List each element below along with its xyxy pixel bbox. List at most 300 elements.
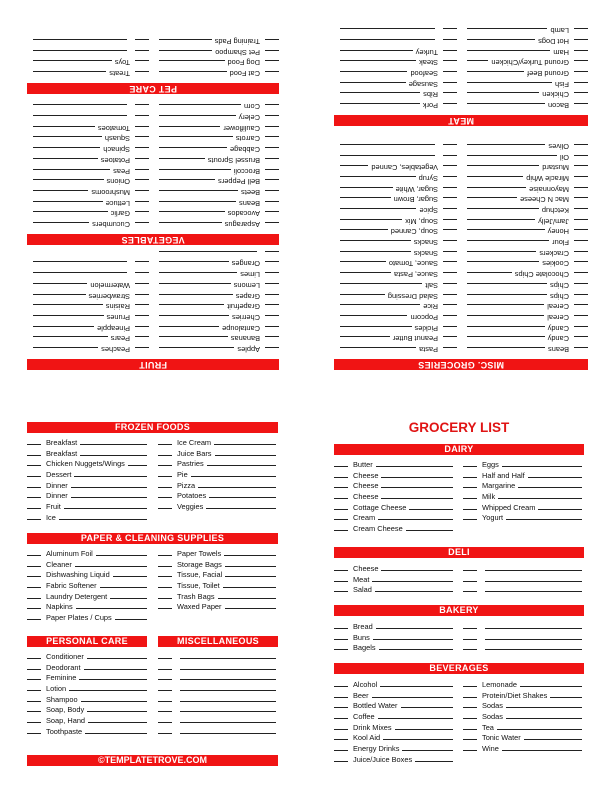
checkbox-line[interactable] — [334, 459, 348, 467]
list-item[interactable] — [461, 163, 588, 174]
list-item[interactable] — [27, 601, 153, 612]
write-in-line[interactable] — [159, 50, 212, 58]
checkbox-line[interactable] — [334, 722, 348, 730]
checkbox-line[interactable] — [334, 621, 348, 629]
checkbox-line[interactable] — [334, 690, 348, 698]
checkbox-line[interactable] — [265, 39, 279, 47]
list-item[interactable] — [27, 166, 149, 177]
checkbox-line[interactable] — [443, 294, 457, 302]
checkbox-line[interactable] — [135, 169, 149, 177]
write-in-line[interactable] — [159, 158, 205, 166]
list-item[interactable] — [27, 726, 153, 737]
write-in-line[interactable] — [485, 574, 582, 582]
write-in-line[interactable] — [406, 523, 453, 531]
write-in-line[interactable] — [223, 580, 276, 588]
checkbox-line[interactable] — [574, 60, 588, 68]
write-in-line[interactable] — [538, 502, 582, 510]
list-item[interactable] — [334, 248, 457, 259]
list-item[interactable] — [27, 177, 149, 188]
checkbox-line[interactable] — [27, 704, 41, 712]
checkbox-line[interactable] — [334, 632, 348, 640]
write-in-line[interactable] — [467, 82, 552, 90]
write-in-line[interactable] — [375, 584, 453, 592]
checkbox-line[interactable] — [27, 726, 41, 734]
list-item[interactable] — [334, 90, 457, 101]
checkbox-line[interactable] — [265, 190, 279, 198]
checkbox-line[interactable] — [574, 272, 588, 280]
checkbox-line[interactable] — [334, 711, 348, 719]
write-in-line[interactable] — [380, 679, 453, 687]
list-item[interactable] — [334, 79, 457, 90]
write-in-line[interactable] — [159, 283, 231, 291]
list-item[interactable] — [153, 134, 279, 145]
checkbox-line[interactable] — [463, 502, 477, 510]
checkbox-line[interactable] — [158, 501, 172, 509]
checkbox-line[interactable] — [265, 158, 279, 166]
write-in-line[interactable] — [84, 662, 147, 670]
checkbox-line[interactable] — [135, 50, 149, 58]
list-item[interactable] — [334, 312, 457, 323]
checkbox-line[interactable] — [27, 591, 41, 599]
write-in-line[interactable] — [467, 187, 526, 195]
checkbox-line[interactable] — [443, 347, 457, 355]
list-item[interactable] — [334, 512, 459, 523]
write-in-line[interactable] — [340, 39, 435, 47]
write-in-line[interactable] — [485, 621, 582, 629]
list-item[interactable] — [158, 437, 282, 448]
list-item[interactable] — [27, 612, 153, 623]
write-in-line[interactable] — [381, 491, 453, 499]
checkbox-line[interactable] — [463, 512, 477, 520]
checkbox-line[interactable] — [158, 480, 172, 488]
list-item[interactable] — [153, 270, 279, 281]
checkbox-line[interactable] — [265, 294, 279, 302]
checkbox-line[interactable] — [265, 126, 279, 134]
list-item[interactable] — [334, 480, 459, 491]
list-item[interactable] — [153, 47, 279, 58]
checkbox-line[interactable] — [135, 60, 149, 68]
checkbox-line[interactable] — [443, 251, 457, 259]
write-in-line[interactable] — [159, 251, 257, 259]
write-in-line[interactable] — [340, 251, 411, 259]
write-in-line[interactable] — [214, 437, 276, 445]
list-item[interactable] — [334, 563, 459, 574]
list-item[interactable] — [27, 68, 149, 79]
list-item[interactable] — [334, 47, 457, 58]
write-in-line[interactable] — [467, 262, 539, 270]
checkbox-line[interactable] — [463, 491, 477, 499]
write-in-line[interactable] — [376, 459, 453, 467]
write-in-line[interactable] — [467, 103, 545, 111]
checkbox-line[interactable] — [135, 190, 149, 198]
list-item[interactable] — [158, 704, 282, 715]
write-in-line[interactable] — [33, 169, 110, 177]
list-item[interactable] — [334, 152, 457, 163]
list-item[interactable] — [461, 227, 588, 238]
checkbox-line[interactable] — [265, 147, 279, 155]
list-item[interactable] — [334, 459, 459, 470]
list-item[interactable] — [463, 584, 588, 595]
write-in-line[interactable] — [75, 559, 147, 567]
list-item[interactable] — [463, 679, 588, 690]
list-item[interactable] — [334, 270, 457, 281]
write-in-line[interactable] — [159, 304, 224, 312]
list-item[interactable] — [153, 344, 279, 355]
list-item[interactable] — [334, 470, 459, 481]
checkbox-line[interactable] — [334, 754, 348, 762]
checkbox-line[interactable] — [27, 651, 41, 659]
write-in-line[interactable] — [33, 315, 104, 323]
checkbox-line[interactable] — [443, 304, 457, 312]
checkbox-line[interactable] — [443, 103, 457, 111]
checkbox-line[interactable] — [443, 176, 457, 184]
checkbox-line[interactable] — [158, 580, 172, 588]
list-item[interactable] — [153, 219, 279, 230]
list-item[interactable] — [153, 280, 279, 291]
checkbox-line[interactable] — [135, 347, 149, 355]
checkbox-line[interactable] — [265, 137, 279, 145]
checkbox-line[interactable] — [334, 523, 348, 531]
list-item[interactable] — [334, 280, 457, 291]
list-item[interactable] — [334, 259, 457, 270]
list-item[interactable] — [461, 58, 588, 69]
checkbox-line[interactable] — [443, 336, 457, 344]
checkbox-line[interactable] — [574, 315, 588, 323]
checkbox-line[interactable] — [574, 39, 588, 47]
checkbox-line[interactable] — [463, 732, 477, 740]
write-in-line[interactable] — [485, 563, 582, 571]
write-in-line[interactable] — [180, 662, 276, 670]
list-item[interactable] — [334, 523, 459, 534]
checkbox-line[interactable] — [158, 469, 172, 477]
write-in-line[interactable] — [88, 715, 147, 723]
list-item[interactable] — [27, 715, 153, 726]
checkbox-line[interactable] — [334, 502, 348, 510]
list-item[interactable] — [463, 711, 588, 722]
list-item[interactable] — [334, 690, 459, 701]
list-item[interactable] — [153, 302, 279, 313]
checkbox-line[interactable] — [574, 240, 588, 248]
checkbox-line[interactable] — [334, 480, 348, 488]
list-item[interactable] — [153, 155, 279, 166]
write-in-line[interactable] — [225, 559, 276, 567]
write-in-line[interactable] — [191, 469, 276, 477]
checkbox-line[interactable] — [265, 272, 279, 280]
list-item[interactable] — [334, 754, 459, 765]
list-item[interactable] — [27, 651, 153, 662]
list-item[interactable] — [461, 205, 588, 216]
list-item[interactable] — [463, 470, 588, 481]
list-item[interactable] — [27, 704, 153, 715]
checkbox-line[interactable] — [27, 612, 41, 620]
write-in-line[interactable] — [467, 283, 547, 291]
list-item[interactable] — [27, 662, 153, 673]
checkbox-line[interactable] — [27, 512, 41, 520]
checkbox-line[interactable] — [158, 704, 172, 712]
checkbox-line[interactable] — [135, 315, 149, 323]
checkbox-line[interactable] — [574, 304, 588, 312]
checkbox-line[interactable] — [27, 694, 41, 702]
checkbox-line[interactable] — [265, 251, 279, 259]
checkbox-line[interactable] — [27, 437, 41, 445]
list-item[interactable] — [334, 237, 457, 248]
write-in-line[interactable] — [33, 179, 104, 187]
write-in-line[interactable] — [506, 700, 582, 708]
list-item[interactable] — [463, 621, 588, 632]
checkbox-line[interactable] — [158, 672, 172, 680]
checkbox-line[interactable] — [27, 601, 41, 609]
write-in-line[interactable] — [467, 315, 544, 323]
list-item[interactable] — [27, 123, 149, 134]
checkbox-line[interactable] — [443, 262, 457, 270]
write-in-line[interactable] — [502, 743, 582, 751]
checkbox-line[interactable] — [574, 283, 588, 291]
write-in-line[interactable] — [550, 690, 582, 698]
checkbox-line[interactable] — [443, 28, 457, 36]
checkbox-line[interactable] — [443, 187, 457, 195]
write-in-line[interactable] — [340, 187, 393, 195]
checkbox-line[interactable] — [265, 304, 279, 312]
list-item[interactable] — [463, 642, 588, 653]
checkbox-line[interactable] — [443, 283, 457, 291]
list-item[interactable] — [153, 312, 279, 323]
write-in-line[interactable] — [76, 601, 147, 609]
write-in-line[interactable] — [381, 470, 453, 478]
list-item[interactable] — [158, 715, 282, 726]
write-in-line[interactable] — [33, 347, 98, 355]
checkbox-line[interactable] — [135, 147, 149, 155]
list-item[interactable] — [334, 100, 457, 111]
write-in-line[interactable] — [378, 512, 453, 520]
list-item[interactable] — [27, 672, 153, 683]
write-in-line[interactable] — [467, 336, 545, 344]
checkbox-line[interactable] — [135, 294, 149, 302]
list-item[interactable] — [153, 248, 279, 259]
checkbox-line[interactable] — [574, 219, 588, 227]
write-in-line[interactable] — [33, 71, 106, 79]
checkbox-line[interactable] — [334, 584, 348, 592]
list-item[interactable] — [334, 26, 457, 37]
checkbox-line[interactable] — [443, 155, 457, 163]
list-item[interactable] — [27, 155, 149, 166]
list-item[interactable] — [334, 642, 459, 653]
checkbox-line[interactable] — [135, 283, 149, 291]
write-in-line[interactable] — [381, 563, 453, 571]
write-in-line[interactable] — [528, 470, 582, 478]
list-item[interactable] — [158, 651, 282, 662]
list-item[interactable] — [334, 36, 457, 47]
write-in-line[interactable] — [81, 694, 147, 702]
checkbox-line[interactable] — [135, 39, 149, 47]
checkbox-line[interactable] — [463, 700, 477, 708]
checkbox-line[interactable] — [158, 548, 172, 556]
checkbox-line[interactable] — [27, 548, 41, 556]
checkbox-line[interactable] — [265, 104, 279, 112]
write-in-line[interactable] — [115, 612, 147, 620]
write-in-line[interactable] — [207, 458, 276, 466]
list-item[interactable] — [27, 102, 149, 113]
write-in-line[interactable] — [159, 211, 225, 219]
list-item[interactable] — [461, 173, 588, 184]
checkbox-line[interactable] — [265, 283, 279, 291]
list-item[interactable] — [334, 574, 459, 585]
write-in-line[interactable] — [506, 711, 582, 719]
list-item[interactable] — [27, 112, 149, 123]
checkbox-line[interactable] — [443, 50, 457, 58]
write-in-line[interactable] — [159, 60, 225, 68]
list-item[interactable] — [463, 722, 588, 733]
write-in-line[interactable] — [96, 548, 147, 556]
write-in-line[interactable] — [159, 190, 238, 198]
write-in-line[interactable] — [159, 126, 220, 134]
list-item[interactable] — [463, 743, 588, 754]
list-item[interactable] — [27, 198, 149, 209]
list-item[interactable] — [334, 205, 457, 216]
checkbox-line[interactable] — [574, 176, 588, 184]
list-item[interactable] — [463, 563, 588, 574]
write-in-line[interactable] — [100, 580, 147, 588]
write-in-line[interactable] — [159, 315, 229, 323]
list-item[interactable] — [27, 490, 153, 501]
write-in-line[interactable] — [180, 683, 276, 691]
list-item[interactable] — [153, 187, 279, 198]
write-in-line[interactable] — [159, 104, 241, 112]
checkbox-line[interactable] — [574, 92, 588, 100]
list-item[interactable] — [334, 502, 459, 513]
checkbox-line[interactable] — [265, 347, 279, 355]
list-item[interactable] — [27, 501, 153, 512]
write-in-line[interactable] — [180, 651, 276, 659]
checkbox-line[interactable] — [463, 711, 477, 719]
list-item[interactable] — [158, 672, 282, 683]
checkbox-line[interactable] — [443, 197, 457, 205]
checkbox-line[interactable] — [27, 662, 41, 670]
write-in-line[interactable] — [159, 326, 219, 334]
checkbox-line[interactable] — [135, 222, 149, 230]
list-item[interactable] — [153, 291, 279, 302]
write-in-line[interactable] — [33, 126, 95, 134]
write-in-line[interactable] — [372, 574, 453, 582]
list-item[interactable] — [153, 334, 279, 345]
list-item[interactable] — [461, 237, 588, 248]
checkbox-line[interactable] — [443, 219, 457, 227]
write-in-line[interactable] — [395, 722, 453, 730]
checkbox-line[interactable] — [574, 155, 588, 163]
write-in-line[interactable] — [340, 272, 391, 280]
write-in-line[interactable] — [225, 601, 276, 609]
write-in-line[interactable] — [159, 137, 233, 145]
write-in-line[interactable] — [69, 683, 147, 691]
list-item[interactable] — [158, 726, 282, 737]
checkbox-line[interactable] — [334, 700, 348, 708]
write-in-line[interactable] — [159, 201, 236, 209]
write-in-line[interactable] — [340, 208, 417, 216]
write-in-line[interactable] — [340, 229, 388, 237]
list-item[interactable] — [27, 694, 153, 705]
checkbox-line[interactable] — [443, 92, 457, 100]
checkbox-line[interactable] — [265, 201, 279, 209]
list-item[interactable] — [27, 145, 149, 156]
write-in-line[interactable] — [340, 155, 435, 163]
write-in-line[interactable] — [159, 179, 215, 187]
write-in-line[interactable] — [467, 326, 545, 334]
list-item[interactable] — [463, 512, 588, 523]
checkbox-line[interactable] — [334, 574, 348, 582]
list-item[interactable] — [158, 458, 282, 469]
checkbox-line[interactable] — [463, 690, 477, 698]
list-item[interactable] — [153, 68, 279, 79]
list-item[interactable] — [334, 163, 457, 174]
checkbox-line[interactable] — [463, 743, 477, 751]
write-in-line[interactable] — [467, 39, 535, 47]
list-item[interactable] — [153, 123, 279, 134]
write-in-line[interactable] — [224, 548, 276, 556]
checkbox-line[interactable] — [265, 50, 279, 58]
checkbox-line[interactable] — [574, 336, 588, 344]
list-item[interactable] — [27, 323, 149, 334]
write-in-line[interactable] — [383, 732, 453, 740]
checkbox-line[interactable] — [265, 315, 279, 323]
checkbox-line[interactable] — [265, 336, 279, 344]
write-in-line[interactable] — [180, 726, 276, 734]
checkbox-line[interactable] — [574, 251, 588, 259]
write-in-line[interactable] — [485, 584, 582, 592]
checkbox-line[interactable] — [27, 672, 41, 680]
write-in-line[interactable] — [379, 642, 453, 650]
checkbox-line[interactable] — [158, 726, 172, 734]
write-in-line[interactable] — [159, 39, 212, 47]
write-in-line[interactable] — [415, 754, 453, 762]
write-in-line[interactable] — [467, 304, 544, 312]
write-in-line[interactable] — [467, 50, 550, 58]
checkbox-line[interactable] — [158, 490, 172, 498]
write-in-line[interactable] — [33, 50, 127, 58]
write-in-line[interactable] — [401, 700, 454, 708]
list-item[interactable] — [463, 502, 588, 513]
write-in-line[interactable] — [206, 501, 276, 509]
write-in-line[interactable] — [485, 632, 582, 640]
write-in-line[interactable] — [159, 115, 236, 123]
checkbox-line[interactable] — [265, 169, 279, 177]
checkbox-line[interactable] — [135, 115, 149, 123]
list-item[interactable] — [158, 569, 282, 580]
list-item[interactable] — [27, 187, 149, 198]
checkbox-line[interactable] — [158, 569, 172, 577]
write-in-line[interactable] — [378, 711, 453, 719]
write-in-line[interactable] — [33, 272, 127, 280]
list-item[interactable] — [463, 574, 588, 585]
list-item[interactable] — [461, 270, 588, 281]
checkbox-line[interactable] — [443, 240, 457, 248]
checkbox-line[interactable] — [265, 60, 279, 68]
checkbox-line[interactable] — [27, 580, 41, 588]
list-item[interactable] — [27, 580, 153, 591]
list-item[interactable] — [27, 280, 149, 291]
write-in-line[interactable] — [33, 222, 89, 230]
checkbox-line[interactable] — [463, 459, 477, 467]
list-item[interactable] — [334, 195, 457, 206]
write-in-line[interactable] — [467, 71, 524, 79]
list-item[interactable] — [153, 323, 279, 334]
list-item[interactable] — [334, 173, 457, 184]
write-in-line[interactable] — [33, 294, 86, 302]
list-item[interactable] — [158, 694, 282, 705]
write-in-line[interactable] — [33, 262, 127, 270]
write-in-line[interactable] — [180, 672, 276, 680]
checkbox-line[interactable] — [158, 437, 172, 445]
write-in-line[interactable] — [33, 104, 127, 112]
list-item[interactable] — [158, 559, 282, 570]
